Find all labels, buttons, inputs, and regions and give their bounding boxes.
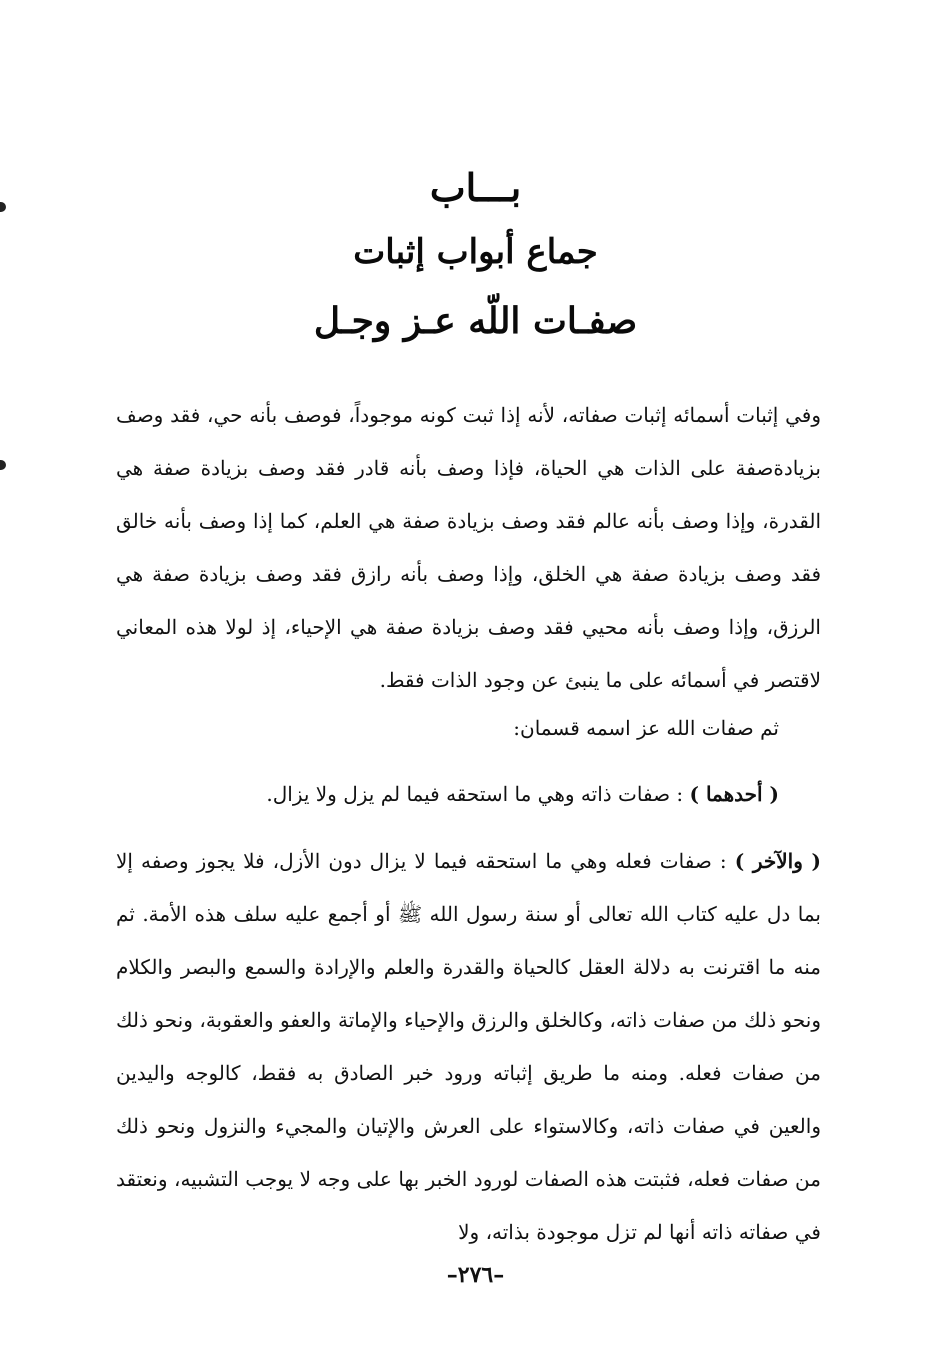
second-category-text: : صفات فعله وهي ما استحقه فيما لا يزال دون الأزل، فلا يجوز وصفه إلا بما دل عليه كتاب الله تعالى أو سنة رسول الله ﷺ أو أجمع عليه سلف هذه الأمة. ثم منه ما اقترنت به دلالة العقل كالحياة والقدرة والعلم والإرادة والسمع والبصر والكلام ونحو ذلك من صفات ذاته، وكالخلق والرزق والإحياء والإماتة والعفو والعقوبة، ونحو ذلك من صفات فعله. ومنه ما طريق إثباته ورود خبر الصادق به فقط، كالوجه واليدين والعين في صفات ذاته، وكالاستواء على العرش والإتيان والمجيء والنزول ونحو ذلك من صفات فعله، فثبتت هذه الصفات لورود الخبر بها على وجه لا يوجب التشبيه، ونعتقد في صفاته ذاته أنها لم تزل موجودة بذاته، ولا (116, 849, 821, 1244)
page-number: –٢٧٦– (446, 1262, 505, 1288)
division-paragraph: ثم صفات الله عز اسمه قسمان: (513, 716, 779, 740)
intro-paragraph: وفي إثبات أسمائه إثبات صفاته، لأنه إذا ثبت كونه موجوداً، فوصف بأنه حي، فقد وصف بزيادةصفة على الذات هي الحياة، فإذا وصف بأنه قادر فقد وصف بزيادة صفة هي القدرة، وإذا وصف بأنه عالم فقد وصف بزيادة صفة هي العلم، كما إذا وصف بأنه خالق فقد وصف بزيادة صفة هي الخلق، وإذا وصف بأنه رازق فقد وصف بزيادة صفة هي الرزق، وإذا وصف بأنه محيي فقد وصف بزيادة صفة هي الإحياء، إذ لولا هذه المعاني لاقتصر في أسمائه على ما ينبئ عن وجود الذات فقط. (116, 403, 821, 692)
chapter-label: بـــاب (429, 165, 522, 210)
chapter-title-line-2: صفـات اللّه عـز وجـل (313, 300, 638, 342)
chapter-title-line-1: جماع أبواب إثبات (353, 232, 598, 272)
second-category-paragraph (116, 835, 821, 1259)
first-category-paragraph (119, 768, 779, 821)
first-category-text: : صفات ذاته وهي ما استحقه فيما لم يزل ولا يزال. (266, 782, 684, 806)
first-category-term: ( أحدهما ) (689, 782, 779, 806)
second-category-term: ( والآخر ) (734, 849, 822, 873)
margin-mark (0, 460, 6, 470)
